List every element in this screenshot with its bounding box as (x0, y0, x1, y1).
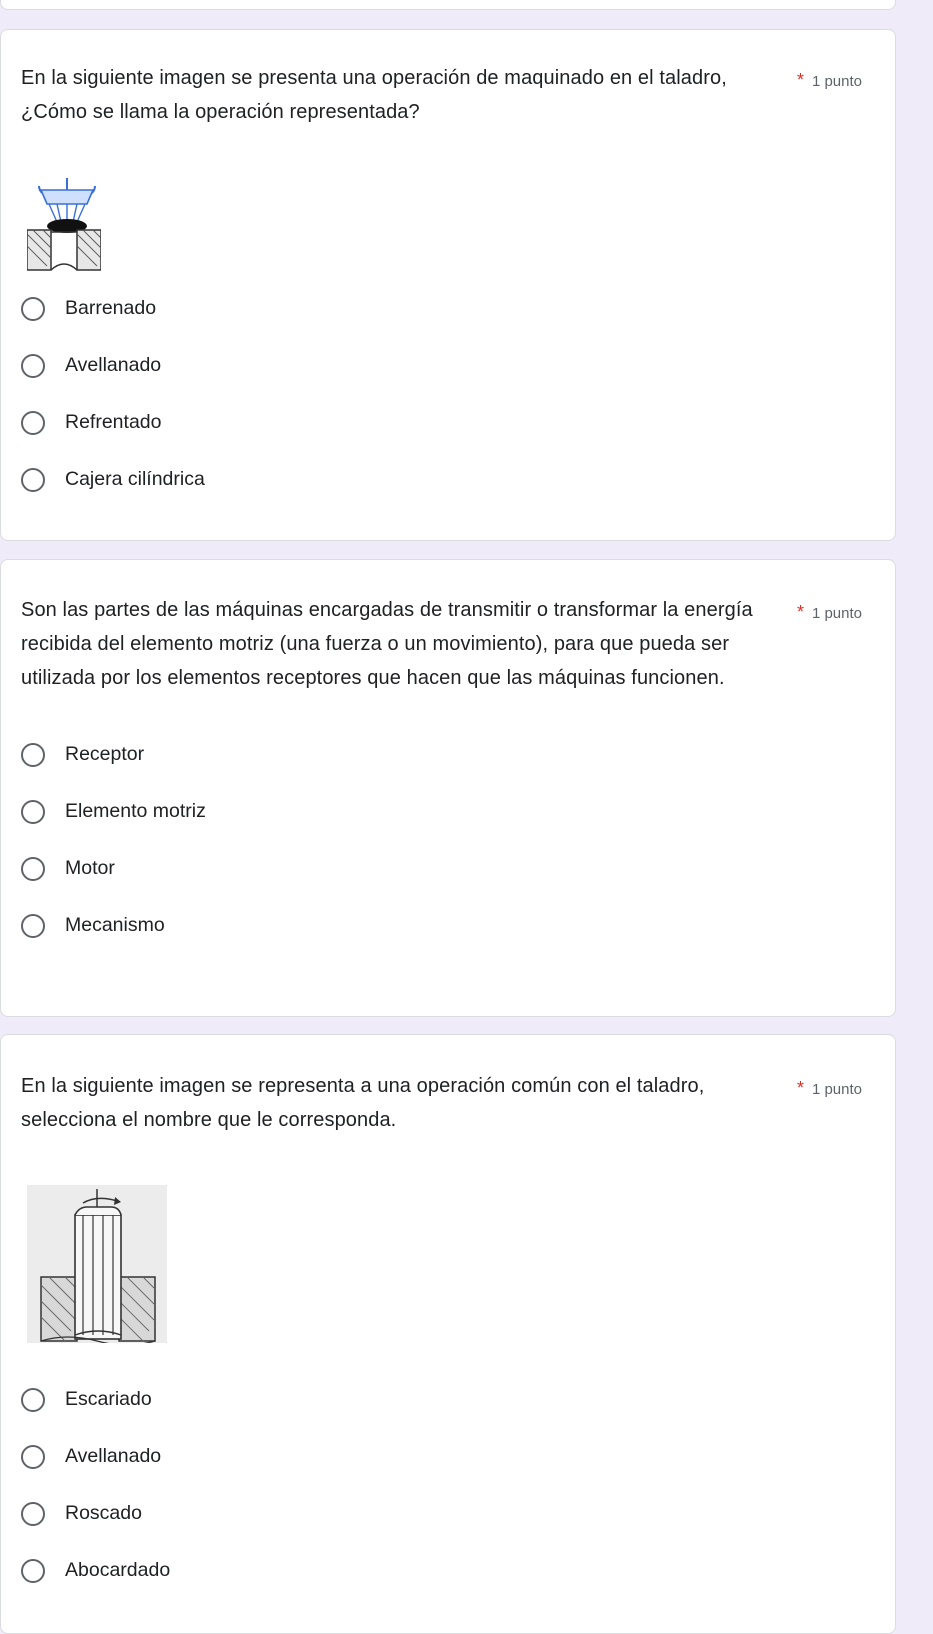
question-title: Son las partes de las máquinas encargadas de transmitir o transformar la energía recibida del elemento motriz (una fuerza o un movimiento), para que pueda ser utilizada por los elementos receptores que hacen que las máquinas funcionen. (21, 599, 753, 689)
option-receptor[interactable] (21, 726, 206, 783)
reamer-operation-illustration (27, 1185, 167, 1348)
option-roscado[interactable] (21, 1485, 170, 1542)
option-label: Mecanismo (65, 914, 165, 936)
option-avellanado[interactable] (21, 337, 205, 394)
options-list (21, 1371, 170, 1599)
radio-button[interactable] (21, 800, 45, 824)
radio-button[interactable] (21, 743, 45, 767)
radio-button[interactable] (21, 1445, 45, 1469)
question-card-2 (0, 559, 896, 1017)
previous-question-card (0, 0, 896, 10)
points-value: 1 punto (811, 73, 862, 90)
option-cajera-cilindrica[interactable] (21, 451, 205, 508)
required-asterisk: * (796, 70, 804, 90)
radio-button[interactable] (21, 1559, 45, 1583)
option-label: Barrenado (65, 297, 157, 319)
question-card-1 (0, 29, 896, 541)
points-label (797, 70, 862, 91)
drill-operation-illustration (27, 168, 101, 277)
option-label: Roscado (65, 1502, 142, 1524)
option-label: Refrentado (65, 411, 162, 433)
points-value: 1 punto (811, 605, 862, 622)
radio-button[interactable] (21, 297, 45, 321)
required-asterisk: * (796, 602, 804, 622)
option-avellanado[interactable] (21, 1428, 170, 1485)
option-abocardado[interactable] (21, 1542, 170, 1599)
radio-button[interactable] (21, 411, 45, 435)
points-label (797, 602, 862, 623)
option-mecanismo[interactable] (21, 897, 206, 954)
question-card-3 (0, 1034, 896, 1634)
radio-button[interactable] (21, 354, 45, 378)
option-label: Cajera cilíndrica (65, 468, 205, 490)
options-list (21, 280, 205, 508)
radio-button[interactable] (21, 914, 45, 938)
option-label: Escariado (65, 1388, 152, 1410)
option-barrenado[interactable] (21, 280, 205, 337)
option-label: Motor (65, 857, 115, 879)
radio-button[interactable] (21, 857, 45, 881)
options-list (21, 726, 206, 954)
points-label (797, 1078, 862, 1099)
option-label: Abocardado (65, 1559, 171, 1581)
option-label: Avellanado (65, 1445, 162, 1467)
question-title: En la siguiente imagen se representa a una operación común con el taladro, selecciona el nombre que le corresponda. (21, 1075, 705, 1131)
option-escariado[interactable] (21, 1371, 170, 1428)
option-label: Avellanado (65, 354, 162, 376)
option-label: Receptor (65, 743, 145, 765)
radio-button[interactable] (21, 1388, 45, 1412)
radio-button[interactable] (21, 468, 45, 492)
option-elemento-motriz[interactable] (21, 783, 206, 840)
radio-button[interactable] (21, 1502, 45, 1526)
option-motor[interactable] (21, 840, 206, 897)
option-refrentado[interactable] (21, 394, 205, 451)
question-title: En la siguiente imagen se presenta una operación de maquinado en el taladro, ¿Cómo se llama la operación representada? (21, 67, 727, 123)
points-value: 1 punto (811, 1081, 862, 1098)
required-asterisk: * (796, 1078, 804, 1098)
option-label: Elemento motriz (65, 800, 206, 822)
